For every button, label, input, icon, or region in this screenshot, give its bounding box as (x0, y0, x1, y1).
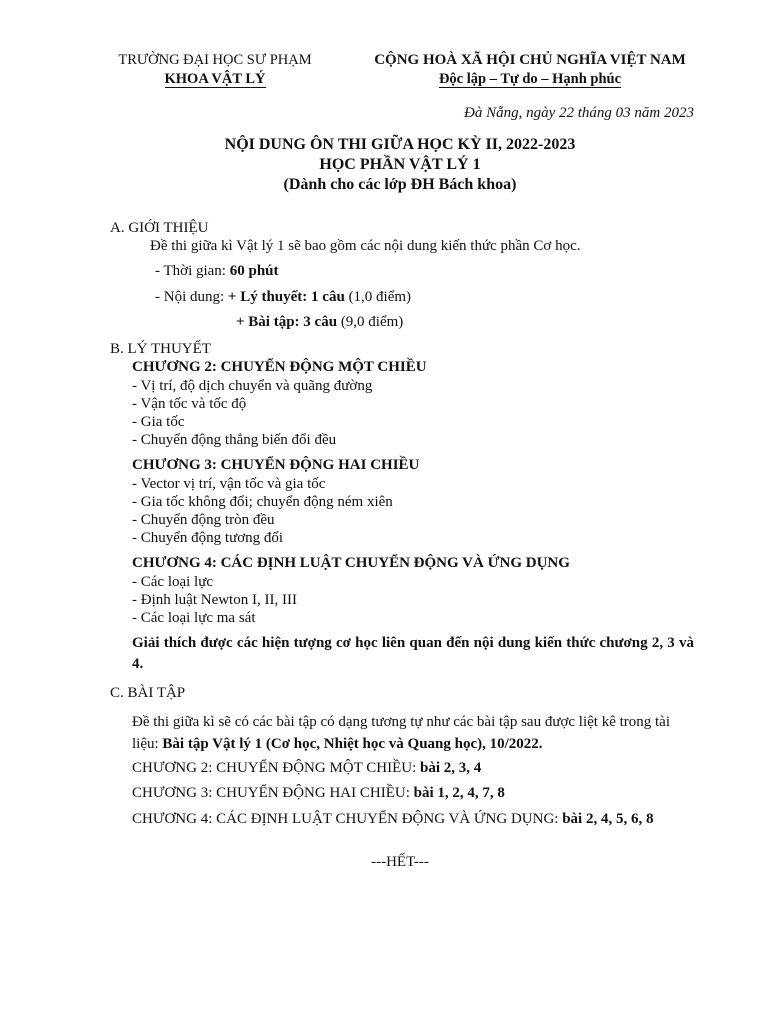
section-c-intro (132, 711, 694, 755)
chapter-4-title: CHƯƠNG 4: CÁC ĐỊNH LUẬT CHUYỂN ĐỘNG VÀ ỨNG DỤNG (132, 555, 570, 571)
section-c-heading: C. BÀI TẬP (110, 685, 186, 701)
end-marker: ---HẾT--- (371, 854, 429, 870)
chapter-3-title: CHƯƠNG 3: CHUYỂN ĐỘNG HAI CHIỀU (132, 457, 420, 473)
chapter-2-title: CHƯƠNG 2: CHUYỂN ĐỘNG MỘT CHIỀU (132, 359, 427, 375)
exercise-row-label: CHƯƠNG 4: CÁC ĐỊNH LUẬT CHUYỂN ĐỘNG VÀ ỨNG DỤNG: (132, 811, 559, 827)
exercise-row-chapter-2 (132, 760, 481, 777)
exercise-row-chapter-4 (132, 808, 694, 830)
section-a-heading: A. GIỚI THIỆU (110, 220, 209, 236)
list-item: - Các loại lực (132, 574, 214, 590)
exam-time (155, 263, 279, 280)
theory-label: + Lý thuyết: 1 câu (227, 289, 345, 305)
exam-content-label: - Nội dung: (155, 289, 225, 305)
university-name: TRƯỜNG ĐẠI HỌC SƯ PHẠM (118, 52, 312, 68)
exercise-row-chapter-3 (132, 785, 505, 802)
list-item: - Chuyển động tròn đều (132, 512, 275, 528)
exercise-row-value: bài 2, 4, 5, 6, 8 (562, 811, 654, 827)
list-item: - Gia tốc (132, 414, 185, 430)
exercise-label: + Bài tập: 3 câu (236, 314, 338, 330)
country-name: CỘNG HOÀ XÃ HỘI CHỦ NGHĨA VIỆT NAM (374, 52, 686, 68)
theory-note: Giải thích được các hiện tượng cơ học liên quan đến nội dung kiến thức chương 2, 3 và 4. (132, 635, 694, 672)
list-item: - Chuyển động tương đối (132, 530, 284, 546)
doc-title-line1: NỘI DUNG ÔN THI GIỮA HỌC KỲ II, 2022-2023 (224, 136, 576, 153)
exam-content (155, 289, 411, 306)
exercise-points: (9,0 điểm) (340, 314, 404, 330)
date-line: Đà Nẵng, ngày 22 tháng 03 năm 2023 (464, 105, 694, 121)
exercise-row-value: bài 1, 2, 4, 7, 8 (413, 785, 505, 801)
list-item: - Vận tốc và tốc độ (132, 396, 247, 412)
section-c-intro-text: Đề thi giữa kì sẽ có các bài tập có dạng tương tự như các bài tập sau được liệt kê trong tài liệu: (132, 714, 671, 752)
motto (355, 71, 705, 88)
exam-time-label: - Thời gian: (155, 263, 226, 279)
section-a-intro: Đề thi giữa kì Vật lý 1 sẽ bao gồm các nội dung kiến thức phần Cơ học. (150, 238, 581, 254)
list-item: - Gia tốc không đổi; chuyển động ném xiên (132, 494, 393, 510)
faculty-name-text: KHOA VẬT LÝ (164, 71, 266, 87)
list-item: - Định luật Newton I, II, III (132, 592, 297, 608)
theory-points: (1,0 điểm) (348, 289, 412, 305)
exercise-row-label: CHƯƠNG 3: CHUYỂN ĐỘNG HAI CHIỀU: (132, 785, 410, 801)
list-item: - Chuyển động thẳng biến đổi đều (132, 432, 337, 448)
doc-title-line2: HỌC PHẦN VẬT LÝ 1 (319, 156, 481, 173)
exercise-row-value: bài 2, 3, 4 (420, 760, 482, 776)
exercise-row-label: CHƯƠNG 2: CHUYỂN ĐỘNG MỘT CHIỀU: (132, 760, 417, 776)
section-b-heading: B. LÝ THUYẾT (110, 341, 211, 357)
reference-book: Bài tập Vật lý 1 (Cơ học, Nhiệt học và Quang học), 10/2022. (162, 736, 543, 752)
list-item: - Vector vị trí, vận tốc và gia tốc (132, 476, 326, 492)
motto-text: Độc lập – Tự do – Hạnh phúc (438, 71, 622, 87)
exam-time-value: 60 phút (229, 263, 279, 279)
doc-title-line3: (Dành cho các lớp ĐH Bách khoa) (283, 176, 517, 193)
faculty-name (95, 71, 335, 88)
exam-exercise (236, 314, 403, 331)
list-item: - Các loại lực ma sát (132, 610, 256, 626)
list-item: - Vị trí, độ dịch chuyển và quãng đường (132, 378, 373, 394)
